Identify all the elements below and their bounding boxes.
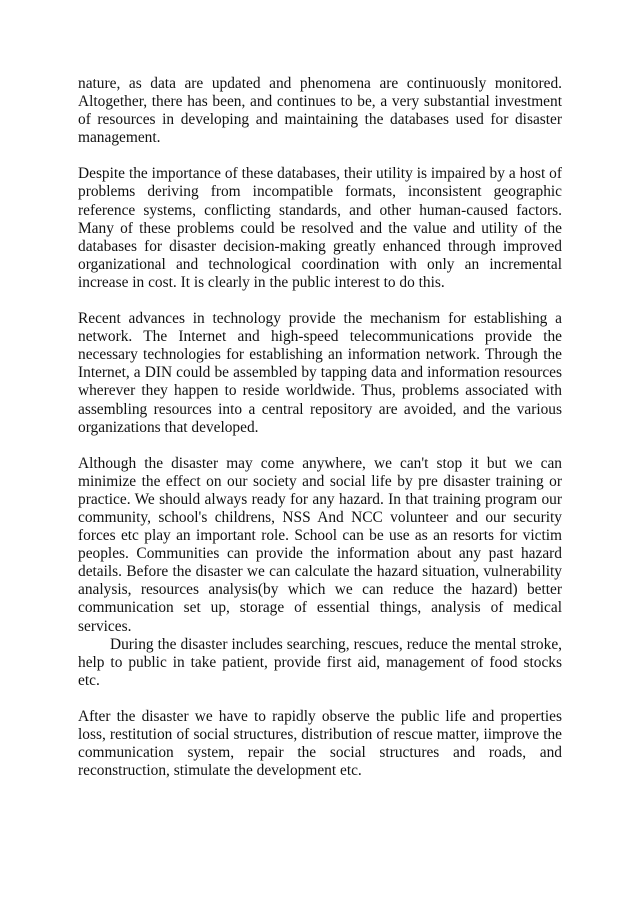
document-page bbox=[78, 75, 562, 798]
paragraph-during-disaster: During the disaster includes searching, rescues, reduce the mental stroke, help to public in take patient, provide first aid, management of food stocks etc. bbox=[78, 635, 562, 689]
paragraph-after-disaster: After the disaster we have to rapidly observe the public life and properties loss, restitution of social structures, distribution of rescue matter, iimprove the communication system, repair the social structures and roads, and reconstruction, stimulate the development etc. bbox=[78, 707, 562, 780]
paragraph-pre-disaster: Although the disaster may come anywhere, we can't stop it but we can minimize the effect on our society and social life by pre disaster training or practice. We should always ready for any hazard. In that training program our community, school's childrens, NSS And NCC volunteer and our security forces etc play an important role. School can be use as an resorts for victim peoples. Communities can provide the information about any past hazard details. Before the disaster we can calculate the hazard situation, vulnerability analysis, resources analysis(by which we can reduce the hazard) better communication set up, storage of essential things, analysis of medical services. bbox=[78, 454, 562, 635]
paragraph-technology-network: Recent advances in technology provide the mechanism for establishing a network. The Internet and high-speed telecommunications provide the necessary technologies for establishing an information network. Through the Internet, a DIN could be assembled by tapping data and information resources wherever they happen to reside worldwide. Thus, problems associated with assembling resources into a central repository are avoided, and the various organizations that developed. bbox=[78, 310, 562, 436]
paragraph-database-problems: Despite the importance of these databases, their utility is impaired by a host of problems deriving from incompatible formats, inconsistent geographic reference systems, conflicting standards, and other human-caused factors. Many of these problems could be resolved and the value and utility of the databases for disaster decision-making greatly enhanced through improved organizational and technological coordination with only an incremental increase in cost. It is clearly in the public interest to do this. bbox=[78, 165, 562, 291]
paragraph-databases-investment: nature, as data are updated and phenomena are continuously monitored. Altogether, there has been, and continues to be, a very substantial investment of resources in developing and maintaining the databases used for disaster management. bbox=[78, 75, 562, 147]
